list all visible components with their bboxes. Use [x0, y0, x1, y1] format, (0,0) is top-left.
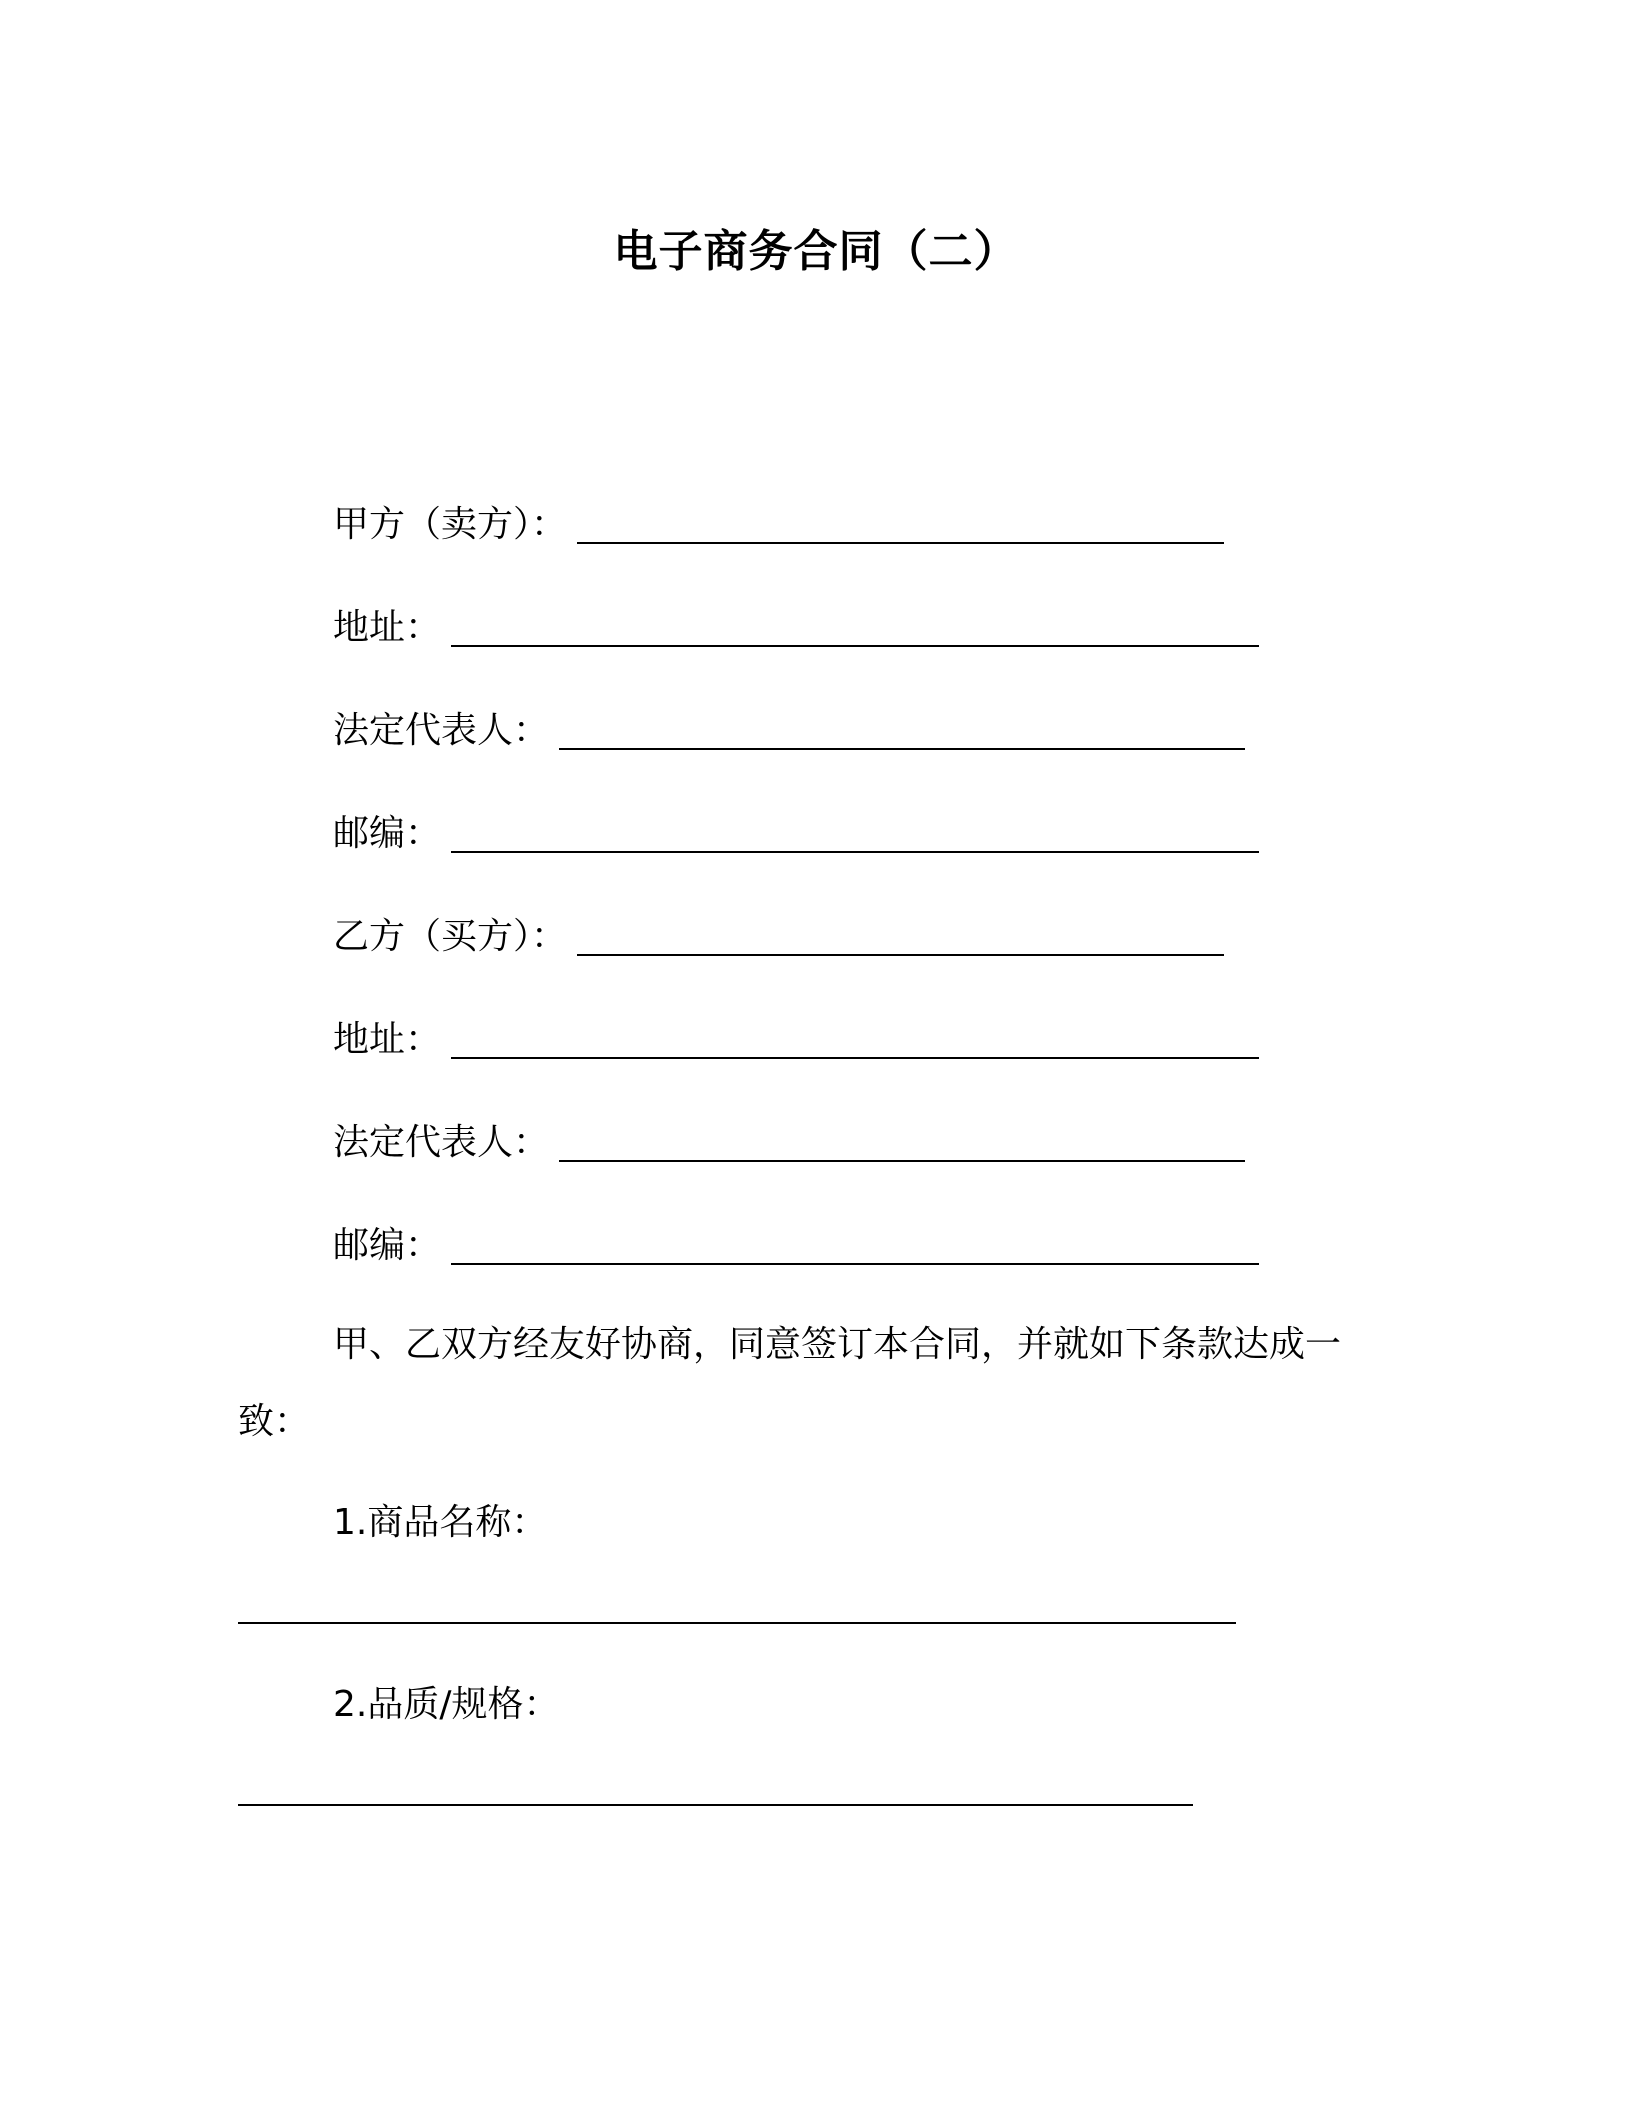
buyer-party-row — [333, 912, 1224, 962]
clause-2-label: 2.品质/规格： — [333, 1684, 560, 1725]
agreement-text-line1: 甲、乙双方经友好协商，同意签订本合同，并就如下条款达成一 — [333, 1324, 1342, 1365]
seller-postcode-label: 邮编： — [333, 813, 442, 854]
clause-1-label: 1.商品名称： — [333, 1502, 548, 1543]
seller-party-row — [333, 500, 1224, 550]
buyer-rep-label: 法定代表人： — [333, 1122, 550, 1163]
clause-1-blank[interactable] — [238, 1622, 1236, 1624]
seller-party-label: 甲方（卖方）： — [333, 504, 568, 545]
buyer-rep-row — [333, 1118, 1245, 1168]
buyer-address-label: 地址： — [333, 1019, 442, 1060]
buyer-address-row — [333, 1015, 1259, 1065]
buyer-rep-blank[interactable] — [559, 1160, 1245, 1162]
seller-postcode-row — [333, 809, 1259, 859]
clause-2-blank[interactable] — [238, 1804, 1193, 1806]
buyer-party-label: 乙方（买方）： — [333, 916, 568, 957]
agreement-text-line2: 致： — [238, 1401, 311, 1442]
document-title: 电子商务合同（二） — [613, 226, 1019, 277]
seller-address-label: 地址： — [333, 607, 442, 648]
buyer-postcode-row — [333, 1221, 1259, 1271]
buyer-party-blank[interactable] — [577, 954, 1224, 956]
seller-rep-row — [333, 706, 1245, 756]
seller-address-blank[interactable] — [451, 645, 1259, 647]
buyer-postcode-label: 邮编： — [333, 1225, 442, 1266]
buyer-address-blank[interactable] — [451, 1057, 1259, 1059]
seller-address-row — [333, 603, 1259, 653]
seller-rep-blank[interactable] — [559, 748, 1245, 750]
seller-postcode-blank[interactable] — [451, 851, 1259, 853]
buyer-postcode-blank[interactable] — [451, 1263, 1259, 1265]
seller-party-blank[interactable] — [577, 542, 1224, 544]
seller-rep-label: 法定代表人： — [333, 710, 550, 751]
